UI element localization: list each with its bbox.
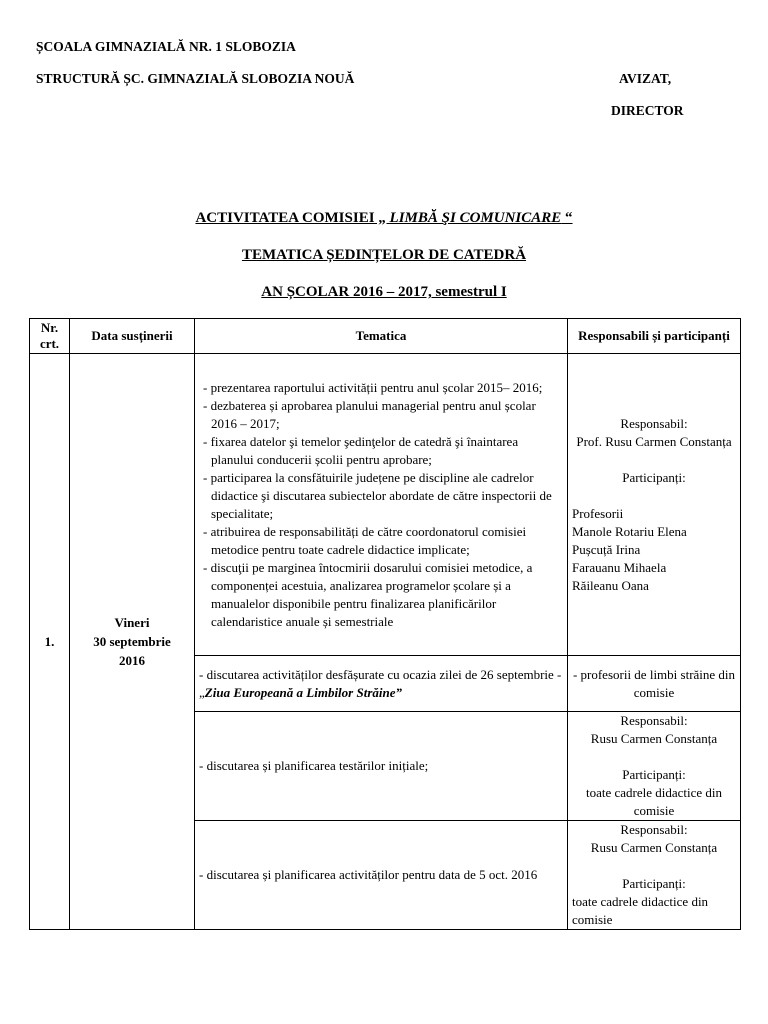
participant-name: Manole Rotariu Elena [572,523,687,539]
participant-name: Răileanu Oana [572,577,649,593]
responsible-name: Rusu Carmen Constanța [590,731,718,746]
responsible-cell-1 [568,354,741,656]
title-school-year [0,284,768,301]
topic-cell-1 [195,354,568,656]
responsible-label: Responsabil: [620,415,688,431]
participants-text: toate cadrele didactice din comisie [585,785,723,818]
participants-text: toate cadrele didactice din comisie [572,894,709,927]
school-structure: STRUCTURĂ ȘC. GIMNAZIALĂ SLOBOZIA NOUĂ [36,71,355,86]
participant-name: Pușcuță Irina [572,541,641,557]
title-meetings [0,247,768,264]
table-row [30,354,741,656]
title-commission [0,210,768,227]
table-header-row [30,319,741,354]
topic-item: - fixarea datelor şi temelor şedinţelor de catedră şi înaintarea planului conducerii școlii pentru aprobare; [203,433,519,467]
topic-item: - discuţii pe marginea întocmirii dosarului comisiei metodice, a componenței acestuia, analizarea programelor școlare și a manualelor disponibile pentru finalizarea planificărilor calendaristice anuale și semestriale [203,559,533,629]
responsible-name: Rusu Carmen Constanța [590,840,718,855]
topic-language-day-prefix: - discutarea activităților desfășurate cu ocazia zilei de 26 septembrie - „ [199,666,562,700]
header-nr: Nr. crt. [30,319,70,354]
title-school-year-text: AN ȘCOLAR 2016 – 2017, semestrul I [261,284,507,300]
title-commission-name: LIMBĂ ŞI COMUNICARE [389,210,562,226]
director-label: DIRECTOR [611,103,684,118]
header-date: Data susținerii [70,319,195,354]
meeting-date [70,354,195,930]
title-commission-prefix: ACTIVITATEA COMISIEI „ [195,210,390,226]
topic-cell-3: - discutarea și planificarea testărilor inițiale; [195,712,568,821]
title-meetings-text: TEMATICA ȘEDINȚELOR DE CATEDRĂ [241,247,527,263]
header-topic: Tematica [195,319,568,354]
participant-name: Farauanu Mihaela [572,559,667,575]
topic-list [199,379,563,631]
topic-item: - prezentarea raportului activității pentru anul școlar 2015– 2016; [203,379,543,395]
topic-cell-4: - discutarea și planificarea activităților pentru data de 5 oct. 2016 [195,821,568,930]
responsible-cell-4 [568,821,741,930]
participant-name: Profesorii [572,505,624,521]
participants-label: Participanți: [622,767,686,782]
row-number: 1. [30,354,70,930]
responsible-name: Prof. Rusu Carmen Constanța [576,433,732,449]
header-responsible: Responsabili și participanți [568,319,741,354]
participants-label: Participanți: [622,876,686,891]
meeting-year: 2016 [119,653,145,668]
topic-language-day-name: Ziua Europeană a Limbilor Străine” [204,684,402,700]
school-name: ȘCOALA GIMNAZIALĂ NR. 1 SLOBOZIA [36,39,296,54]
topic-item: - atribuirea de responsabilități de către coordonatorul comisiei metodice pentru toate cadrele didactice implicate; [203,523,527,557]
topic-item: - participarea la consfătuirile județene pe discipline ale cadrelor didactice şi discutarea subiectelor abordate de către inspectorii de specialitate; [203,469,552,521]
responsible-label: Responsabil: [620,822,688,837]
responsible-label: Responsabil: [620,713,688,728]
responsible-cell-2: - profesorii de limbi străine din comisie [568,656,741,712]
meetings-table [29,318,741,930]
title-commission-suffix: “ [561,210,573,226]
topic-item: - dezbaterea și aprobarea planului managerial pentru anul școlar 2016 – 2017; [203,397,536,431]
participants-label: Participanți: [622,469,686,485]
meeting-date-text: 30 septembrie [93,634,171,649]
topic-cell-2 [195,656,568,712]
approval-label: AVIZAT, [619,71,672,86]
responsible-cell-3 [568,712,741,821]
meeting-day: Vineri [114,615,150,630]
